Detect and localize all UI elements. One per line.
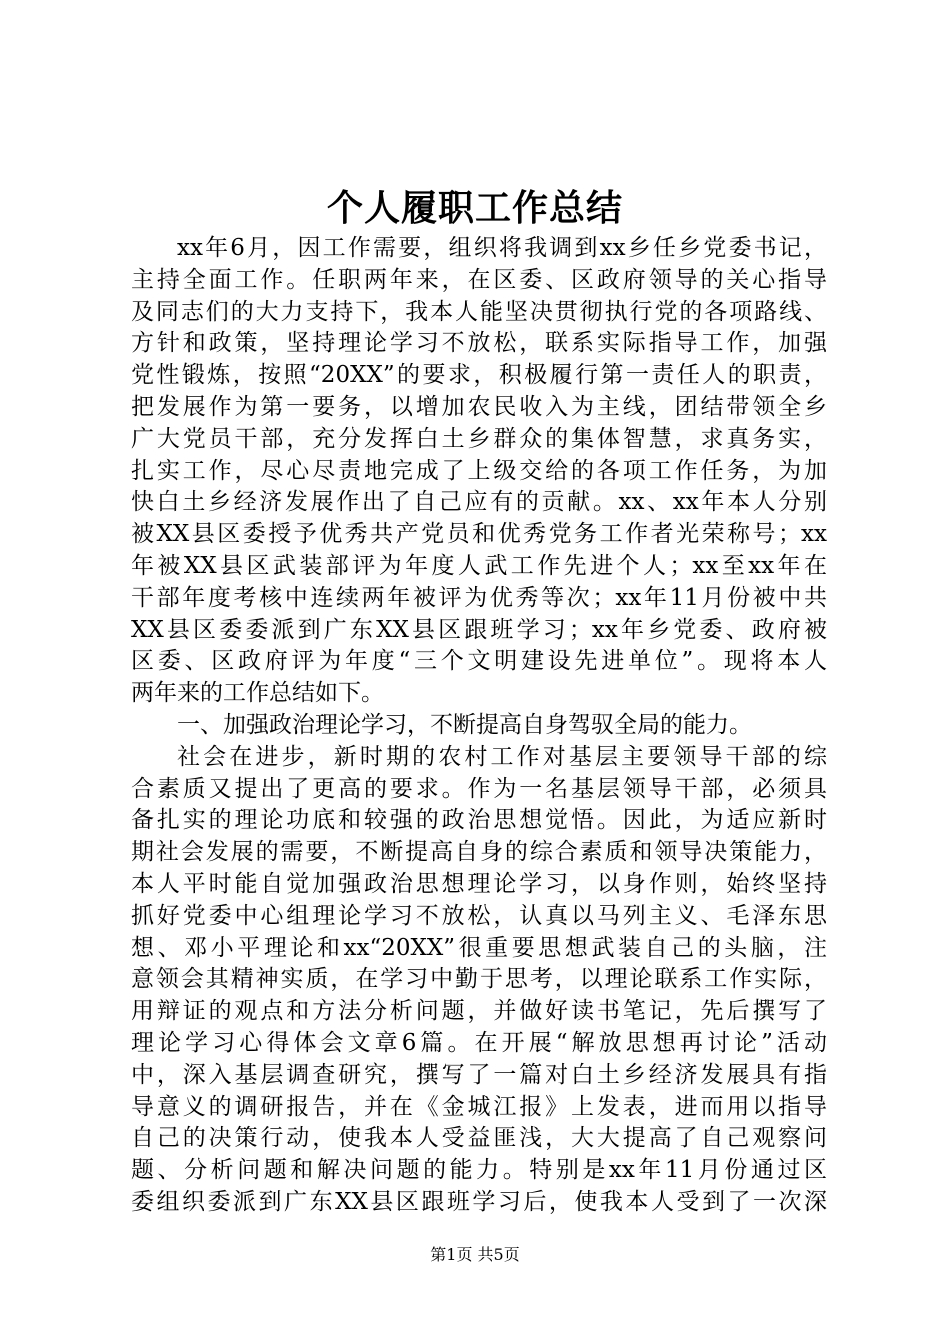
page-footer: 第1页 共5页 <box>430 1245 520 1264</box>
text-line: 抓好党委中心组理论学习不放松，认真以马列主义、毛泽东思 <box>131 902 827 929</box>
text-line: 用辩证的观点和方法分析问题，并做好读书笔记，先后撰写了 <box>131 998 827 1025</box>
text-line: 快白土乡经济发展作出了自己应有的贡献。xx、xx年本人分别 <box>131 489 827 516</box>
text-line: 自己的决策行动，使我本人受益匪浅，大大提高了自己观察问 <box>131 1125 827 1152</box>
text-line: XX县区委委派到广东XX县区跟班学习；xx年乡党委、政府被 <box>131 616 827 643</box>
text-line: 理论学习心得体会文章6篇。在开展“解放思想再讨论”活动 <box>131 1029 827 1056</box>
text-line: 方针和政策，坚持理论学习不放松，联系实际指导工作，加强 <box>131 330 827 357</box>
text-line: 区委、区政府评为年度“三个文明建设先进单位”。现将本人 <box>131 648 827 675</box>
text-line: 题、分析问题和解决问题的能力。特别是xx年11月份通过区 <box>131 1157 827 1184</box>
text-line: 导意义的调研报告，并在《金城江报》上发表，进而用以指导 <box>131 1093 827 1120</box>
text-line: 被XX县区委授予优秀共产党员和优秀党务工作者光荣称号；xx <box>131 521 827 548</box>
text-line: 把发展作为第一要务，以增加农民收入为主线，团结带领全乡 <box>131 393 827 420</box>
document-title: 个人履职工作总结 <box>326 187 623 229</box>
text-line: 年被XX县区武装部评为年度人武工作先进个人；xx至xx年在 <box>131 552 827 579</box>
text-line: 主持全面工作。任职两年来，在区委、区政府领导的关心指导 <box>131 266 827 293</box>
text-line: 及同志们的大力支持下，我本人能坚决贯彻执行党的各项路线、 <box>131 298 827 325</box>
text-line: 党性锻炼，按照“20XX”的要求，积极履行第一责任人的职责， <box>131 362 827 389</box>
document-body <box>131 233 827 1219</box>
text-line: 想、邓小平理论和xx“20XX”很重要思想武装自己的头脑，注 <box>131 934 827 961</box>
text-line: 扎实工作，尽心尽责地完成了上级交给的各项工作任务，为加 <box>131 457 827 484</box>
text-line: 社会在进步，新时期的农村工作对基层主要领导干部的综 <box>177 743 827 770</box>
text-line: 期社会发展的需要，不断提高自身的综合素质和领导决策能力， <box>131 839 827 866</box>
text-line: 备扎实的理论功底和较强的政治思想觉悟。因此，为适应新时 <box>131 807 827 834</box>
text-line: 本人平时能自觉加强政治思想理论学习，以身作则，始终坚持 <box>131 870 827 897</box>
text-line: 两年来的工作总结如下。 <box>131 680 384 707</box>
section-heading: 一、加强政治理论学习，不断提高自身驾驭全局的能力。 <box>177 711 752 738</box>
text-line: 干部年度考核中连续两年被评为优秀等次；xx年11月份被中共 <box>131 584 827 611</box>
text-line: xx年6月，因工作需要，组织将我调到xx乡任乡党委书记， <box>177 235 827 261</box>
text-line: 委组织委派到广东XX县区跟班学习后，使我本人受到了一次深 <box>131 1188 827 1215</box>
text-line: 意领会其精神实质，在学习中勤于思考，以理论联系工作实际， <box>131 966 827 993</box>
text-line: 中，深入基层调查研究，撰写了一篇对白土乡经济发展具有指 <box>131 1061 827 1088</box>
text-line: 广大党员干部，充分发挥白土乡群众的集体智慧，求真务实， <box>131 425 827 452</box>
text-line: 合素质又提出了更高的要求。作为一名基层领导干部，必须具 <box>131 775 827 802</box>
